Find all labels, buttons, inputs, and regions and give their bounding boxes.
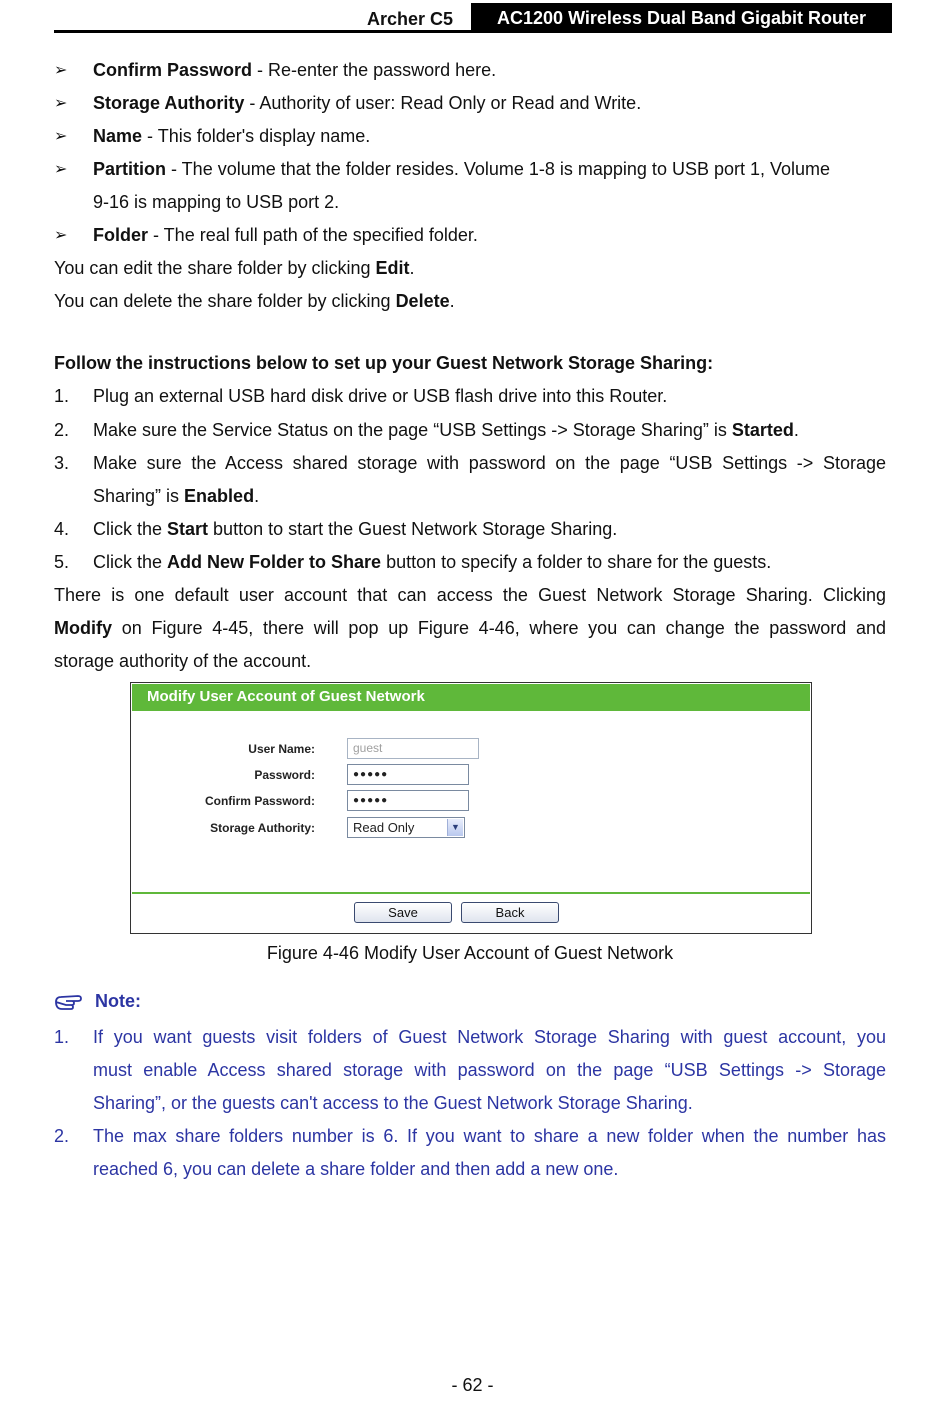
note-number: 1. [54, 1027, 70, 1047]
step-2: Make sure the Service Status on the page “USB Settings -> Storage Sharing” is Started. [93, 420, 799, 440]
user-name-label: User Name: [248, 742, 315, 756]
note-1-line-2: must enable Access shared storage with password on the page “USB Settings -> Storage [93, 1060, 886, 1080]
bullet-partition: Partition - The volume that the folder resides. Volume 1-8 is mapping to USB port 1, Volume [93, 159, 831, 179]
user-name-input[interactable]: guest [347, 738, 479, 759]
para-line-2: Modify on Figure 4-45, there will pop up Figure 4-46, where you can change the password and [54, 618, 886, 638]
note-1-line-1: If you want guests visit folders of Guest Network Storage Sharing with guest account, you [93, 1027, 886, 1047]
step-number: 5. [54, 552, 70, 572]
step-number: 2. [54, 420, 70, 440]
note-1-line-3: Sharing”, or the guests can't access to the Guest Network Storage Sharing. [93, 1093, 693, 1113]
bullet-folder: Folder - The real full path of the specified folder. [93, 225, 478, 245]
step-4: Click the Start button to start the Guest Network Storage Sharing. [93, 519, 618, 539]
step-1: Plug an external USB hard disk drive or USB flash drive into this Router. [93, 386, 668, 406]
confirm-password-label: Confirm Password: [204, 794, 315, 808]
edit-line: You can edit the share folder by clicking Edit. [54, 258, 415, 278]
header-rule [54, 30, 892, 33]
figure-divider [132, 892, 810, 894]
delete-line: You can delete the share folder by clicking Delete. [54, 291, 455, 311]
step-number: 3. [54, 453, 70, 473]
chevron-down-icon[interactable]: ▼ [447, 819, 463, 836]
bullet-arrow-icon: ➢ [54, 227, 68, 244]
storage-authority-value: Read Only [353, 820, 415, 835]
figure-caption: Figure 4-46 Modify User Account of Guest Network [266, 943, 674, 963]
instructions-heading: Follow the instructions below to set up your Guest Network Storage Sharing: [54, 353, 714, 373]
password-input[interactable]: ●●●●● [347, 764, 469, 785]
note-number: 2. [54, 1126, 70, 1146]
header-model: Archer C5 [367, 9, 454, 29]
bullet-arrow-icon: ➢ [54, 128, 68, 145]
step-number: 1. [54, 386, 70, 406]
step-3-cont: Sharing” is Enabled. [93, 486, 260, 506]
confirm-password-input[interactable]: ●●●●● [347, 790, 469, 811]
bullet-confirm-password: Confirm Password - Re-enter the password here. [93, 60, 497, 80]
modify-user-account-figure [130, 682, 812, 934]
para-line-1: There is one default user account that can access the Guest Network Storage Sharing. Clicking [54, 585, 886, 605]
para-line-3: storage authority of the account. [54, 651, 312, 671]
storage-authority-select[interactable] [347, 817, 465, 838]
step-3: Make sure the Access shared storage with password on the page “USB Settings -> Storage [93, 453, 886, 473]
note-2-line-1: The max share folders number is 6. If you want to share a new folder when the number has [93, 1126, 886, 1146]
step-5: Click the Add New Folder to Share button to specify a folder to share for the guests. [93, 552, 772, 572]
note-label: Note: [95, 991, 141, 1011]
back-button[interactable]: Back [461, 902, 559, 923]
step-number: 4. [54, 519, 70, 539]
bullet-arrow-icon: ➢ [54, 62, 68, 79]
bullet-arrow-icon: ➢ [54, 95, 68, 112]
bullet-storage-authority: Storage Authority - Authority of user: Read Only or Read and Write. [93, 93, 642, 113]
save-button[interactable]: Save [354, 902, 452, 923]
bullet-arrow-icon: ➢ [54, 161, 68, 178]
figure-title-bar: Modify User Account of Guest Network [132, 684, 810, 711]
password-label: Password: [254, 768, 315, 782]
pointing-hand-icon [54, 990, 86, 1012]
header-title: AC1200 Wireless Dual Band Gigabit Router [471, 3, 892, 33]
bullet-partition-cont: 9-16 is mapping to USB port 2. [93, 192, 340, 212]
bullet-name: Name - This folder's display name. [93, 126, 371, 146]
note-2-line-2: reached 6, you can delete a share folder and then add a new one. [93, 1159, 619, 1179]
storage-authority-label: Storage Authority: [210, 821, 315, 835]
page-number: - 62 - [451, 1375, 494, 1395]
